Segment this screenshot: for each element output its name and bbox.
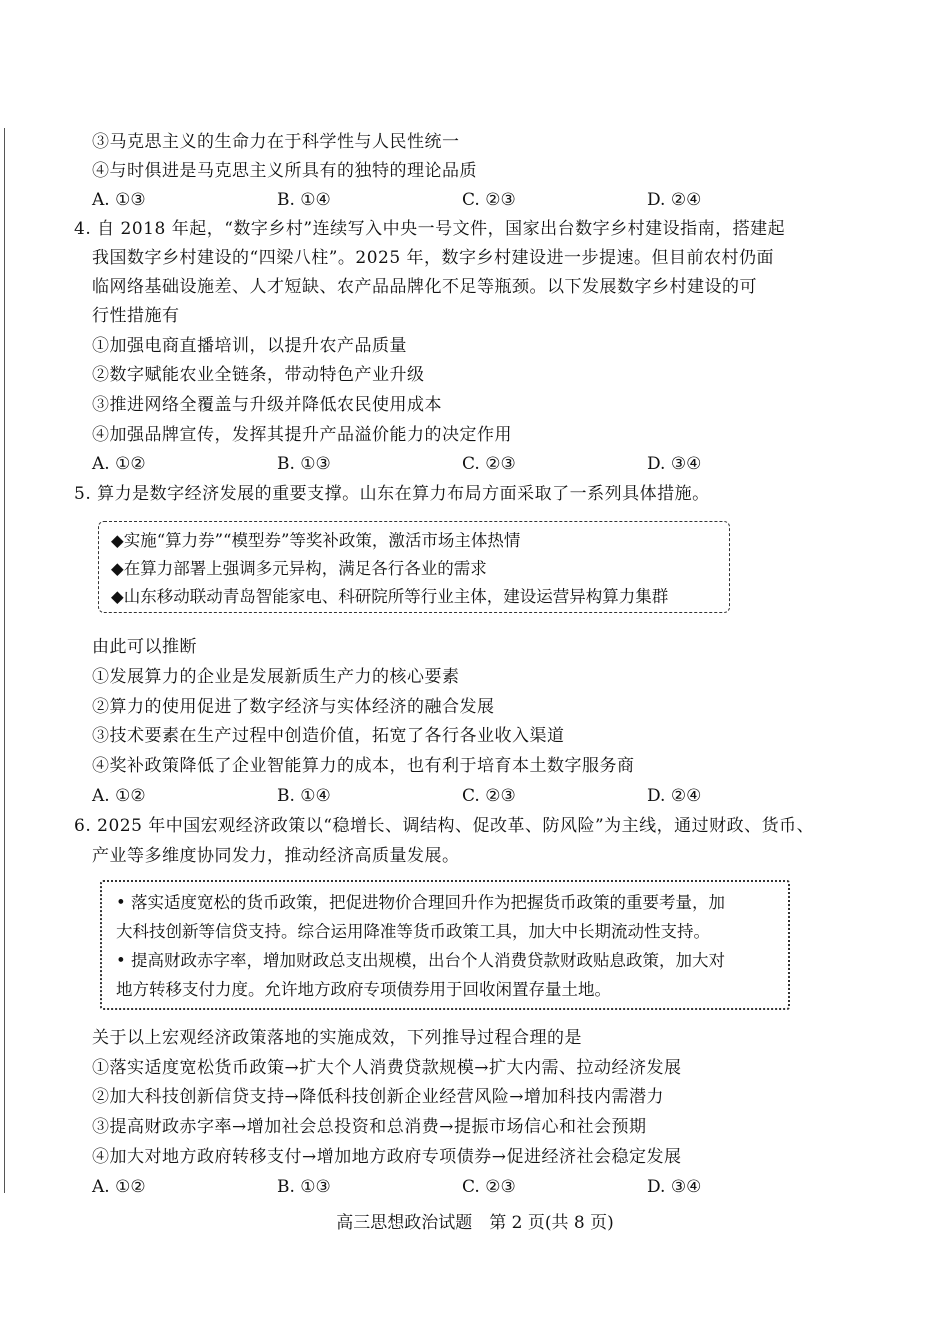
q4-item-3: ③推进网络全覆盖与升级并降低农民使用成本 xyxy=(92,395,442,415)
q3-option-c[interactable]: C. ②③ xyxy=(462,190,516,210)
q5-box-line: ◆实施“算力券”“模型券”等奖补政策，激活市场主体热情 xyxy=(111,531,521,550)
q4-option-b[interactable]: B. ①③ xyxy=(277,454,331,474)
q6-option-d[interactable]: D. ③④ xyxy=(647,1177,702,1197)
q5-item-3: ③技术要素在生产过程中创造价值，拓宽了各行各业收入渠道 xyxy=(92,726,565,746)
q4-item-1: ①加强电商直播培训，以提升农产品质量 xyxy=(92,336,407,356)
q5-box-line: ◆在算力部署上强调多元异构，满足各行各业的需求 xyxy=(111,559,487,578)
q4-option-c[interactable]: C. ②③ xyxy=(462,454,516,474)
q6-box-line: • 落实适度宽松的货币政策，把促进物价合理回升作为把握货币政策的重要考量，加 xyxy=(116,893,725,912)
q5-box-line: ◆山东移动联动青岛智能家电、科研院所等行业主体，建设运营异构算力集群 xyxy=(111,587,669,606)
q3-item-3: ③马克思主义的生命力在于科学性与人民性统一 xyxy=(92,132,460,152)
left-margin-rule xyxy=(4,128,5,1193)
q6-stem-line: 6. 2025 年中国宏观经济政策以“稳增长、调结构、促改革、防风险”为主线，通过财政、货币、 xyxy=(74,816,815,836)
q5-item-4: ④奖补政策降低了企业智能算力的成本，也有利于培育本土数字服务商 xyxy=(92,756,635,776)
q6-policy-box xyxy=(100,880,790,1010)
q6-item-3: ③提高财政赤字率→增加社会总投资和总消费→提振市场信心和社会预期 xyxy=(92,1117,647,1137)
q3-option-d[interactable]: D. ②④ xyxy=(647,190,702,210)
q6-stem-line: 产业等多维度协同发力，推动经济高质量发展。 xyxy=(92,846,460,866)
q6-option-c[interactable]: C. ②③ xyxy=(462,1177,516,1197)
q4-stem-line: 临网络基础设施差、人才短缺、农产品品牌化不足等瓶颈。以下发展数字乡村建设的可 xyxy=(92,277,757,297)
q4-option-a[interactable]: A. ①② xyxy=(92,454,146,474)
q4-option-d[interactable]: D. ③④ xyxy=(647,454,702,474)
q4-stem-line: 我国数字乡村建设的“四梁八柱”。2025 年，数字乡村建设进一步提速。但目前农村仍面 xyxy=(92,248,775,268)
q5-option-d[interactable]: D. ②④ xyxy=(647,786,702,806)
q5-measures-box xyxy=(98,521,730,613)
q5-lead: 由此可以推断 xyxy=(92,637,197,657)
page-footer: 高三思想政治试题 第 2 页(共 8 页) xyxy=(336,1213,614,1233)
q3-option-a[interactable]: A. ①③ xyxy=(92,190,146,210)
q6-item-1: ①落实适度宽松货币政策→扩大个人消费贷款规模→扩大内需、拉动经济发展 xyxy=(92,1058,682,1078)
q6-option-a[interactable]: A. ①② xyxy=(92,1177,146,1197)
q5-item-1: ①发展算力的企业是发展新质生产力的核心要素 xyxy=(92,667,460,687)
q6-box-line: 大科技创新等信贷支持。综合运用降准等货币政策工具，加大中长期流动性支持。 xyxy=(116,922,710,941)
q5-option-c[interactable]: C. ②③ xyxy=(462,786,516,806)
q4-item-2: ②数字赋能农业全链条，带动特色产业升级 xyxy=(92,365,425,385)
q4-stem-line: 行性措施有 xyxy=(92,306,180,326)
q5-stem: 5. 算力是数字经济发展的重要支撑。山东在算力布局方面采取了一系列具体措施。 xyxy=(74,484,710,504)
q5-item-2: ②算力的使用促进了数字经济与实体经济的融合发展 xyxy=(92,697,495,717)
q6-box-line: 地方转移支付力度。允许地方政府专项债券用于回收闲置存量土地。 xyxy=(116,980,611,999)
q6-box-line: • 提高财政赤字率，增加财政总支出规模，出台个人消费贷款财政贴息政策，加大对 xyxy=(116,951,725,970)
q5-option-a[interactable]: A. ①② xyxy=(92,786,146,806)
q6-item-2: ②加大科技创新信贷支持→降低科技创新企业经营风险→增加科技内需潜力 xyxy=(92,1087,664,1107)
q4-item-4: ④加强品牌宣传，发挥其提升产品溢价能力的决定作用 xyxy=(92,425,512,445)
q3-option-b[interactable]: B. ①④ xyxy=(277,190,331,210)
q3-item-4: ④与时俱进是马克思主义所具有的独特的理论品质 xyxy=(92,161,477,181)
q6-item-4: ④加大对地方政府转移支付→增加地方政府专项债券→促进经济社会稳定发展 xyxy=(92,1147,682,1167)
q4-stem-line: 4. 自 2018 年起，“数字乡村”连续写入中央一号文件，国家出台数字乡村建设指南，搭建起 xyxy=(74,219,786,239)
q5-option-b[interactable]: B. ①④ xyxy=(277,786,331,806)
q6-option-b[interactable]: B. ①③ xyxy=(277,1177,331,1197)
q6-lead: 关于以上宏观经济政策落地的实施成效，下列推导过程合理的是 xyxy=(92,1028,582,1048)
